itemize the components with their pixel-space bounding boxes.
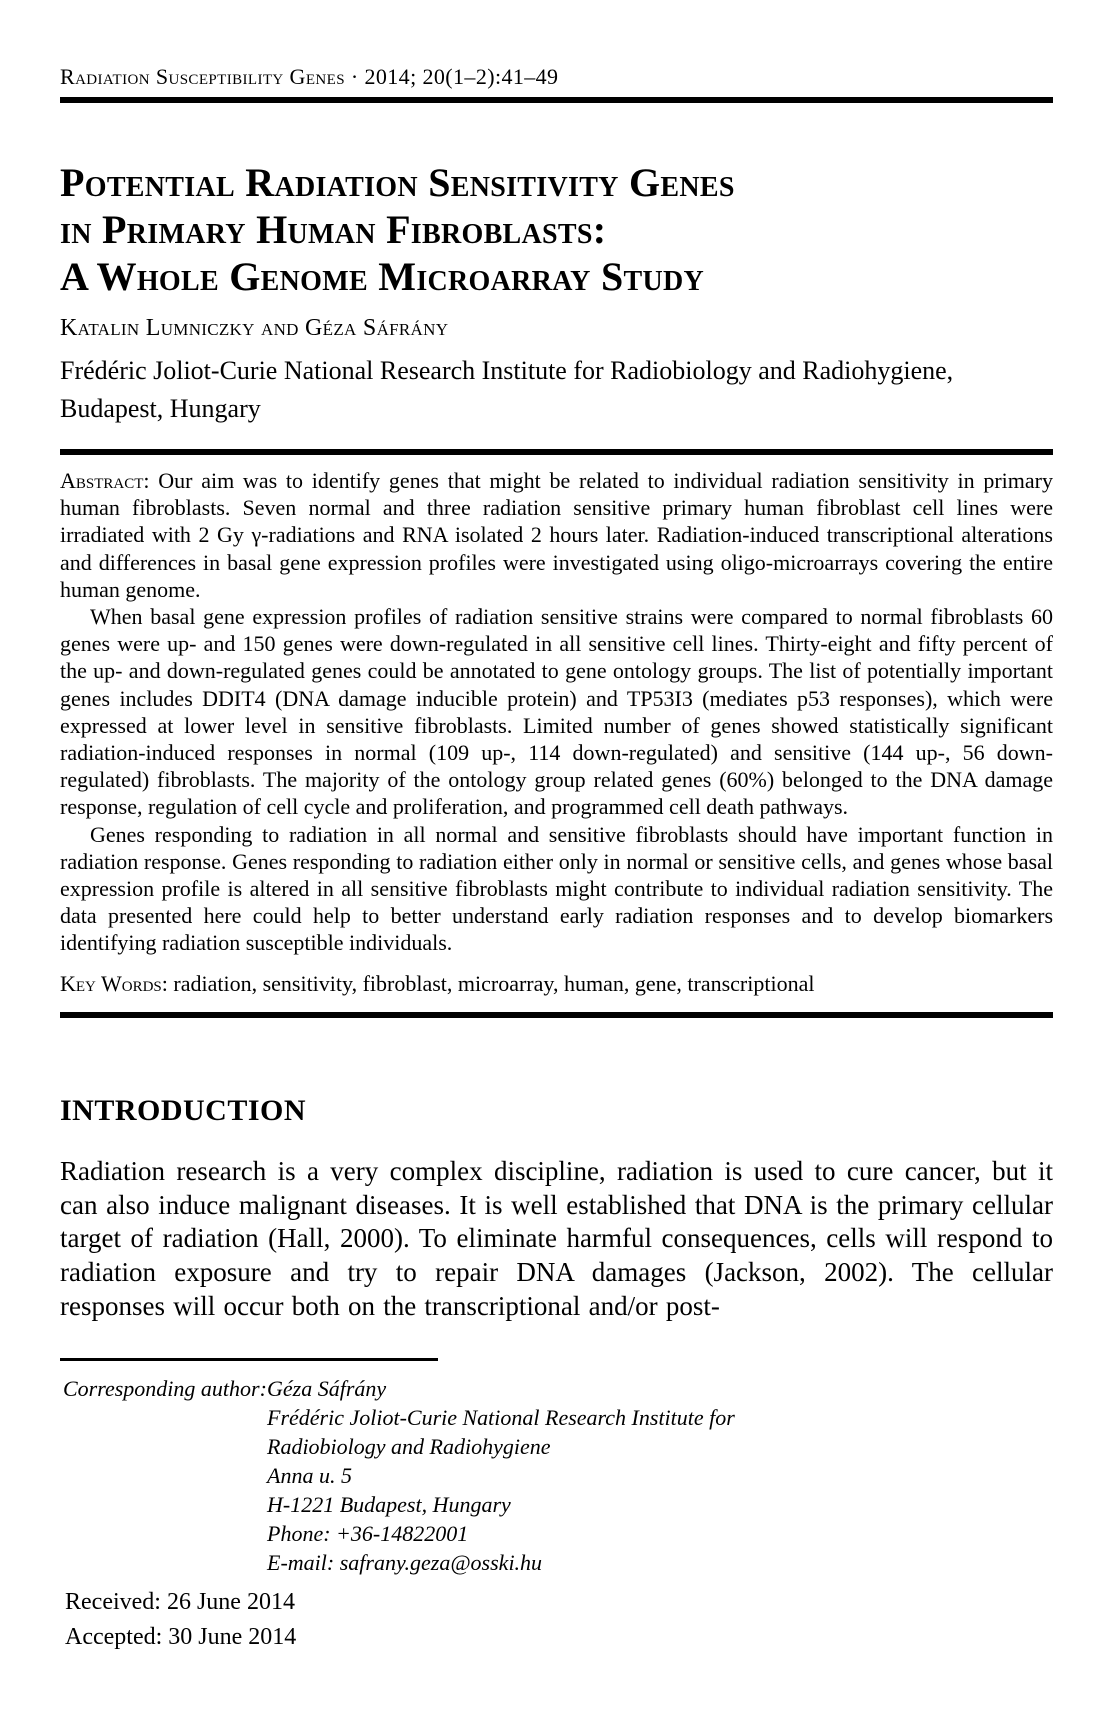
accepted-date: Accepted: 30 June 2014 <box>65 1623 297 1650</box>
authors: Katalin Lumniczky and Géza Sáfrány <box>60 315 449 341</box>
affiliation: Frédéric Joliot-Curie National Research Institute for Radiobiology and Radiohygiene, Budapest, Hungary <box>60 356 954 423</box>
corresponding-author-email: E-mail: safrany.geza@osski.hu <box>267 1549 543 1575</box>
abstract-top-rule <box>60 449 1053 455</box>
introduction-paragraph: Radiation research is a very complex discipline, radiation is used to cure cancer, but it can also induce malignant diseases. It is well established that DNA is the primary cellular target of radiation (Hall, 2000). To eliminate harmful consequences, cells will respond to radiation exposure and try to repair DNA damages (Jackson, 2002). The cellular responses will occur both on the transcriptional and/or post- <box>60 1155 1053 1322</box>
title-line-3: A Whole Genome Microarray Study <box>60 254 705 299</box>
corresponding-author-institute-2: Radiobiology and Radiohygiene <box>267 1433 551 1459</box>
abstract-text: Our aim was to identify genes that might be related to individual radiation sensitivity in primary human fibroblasts. Seven normal and three radiation sensitive primary human fibroblast cell lines were irradiated with 2 Gy γ-radiations and RNA isolated 2 hours later. Radiation-induced transcriptional alterations and differences in basal gene expression profiles were investigated using oligo-microarrays covering the entire human genome. <box>60 468 1053 602</box>
journal-name: Radiation Susceptibility Genes <box>60 64 345 89</box>
keywords-line <box>60 970 1053 997</box>
abstract-paragraph: When basal gene expression profiles of radiation sensitive strains were compared to normal fibroblasts 60 genes were up- and 150 genes were down-regulated in all sensitive cell lines. Thirty-eight and fifty percent of the up- and down-regulated genes could be annotated to gene ontology groups. The list of potentially important genes includes DDIT4 (DNA damage inducible protein) and TP53I3 (mediates p53 responses), which were expressed at lower level in sensitive fibroblasts. Limited number of genes showed statistically significant radiation-induced responses in normal (109 up-, 114 down-regulated) and sensitive (144 up-, 56 down-regulated) fibroblasts. The majority of the ontology group related genes (60%) belonged to the DNA damage response, regulation of cell cycle and proliferation, and programmed cell death pathways. <box>60 604 1053 820</box>
keywords-text: radiation, sensitivity, fibroblast, microarray, human, gene, transcriptional <box>167 970 815 996</box>
corresponding-author-institute: Frédéric Joliot-Curie National Research Institute for <box>267 1404 735 1430</box>
footnote-rule <box>60 1358 438 1361</box>
title-line-1: Potential Radiation Sensitivity Genes <box>60 160 735 205</box>
abstract-section <box>60 467 1053 997</box>
corresponding-author-label: Corresponding author: <box>63 1375 267 1401</box>
section-heading-introduction: INTRODUCTION <box>60 1093 307 1127</box>
corresponding-author-street: Anna u. 5 <box>267 1462 352 1488</box>
dates-block <box>60 1585 1053 1655</box>
corresponding-author-block <box>60 1374 1053 1577</box>
corresponding-author-phone: Phone: +36-14822001 <box>267 1520 469 1546</box>
abstract-bottom-rule <box>60 1012 1053 1018</box>
corresponding-author-name: Géza Sáfrány <box>267 1375 387 1401</box>
running-head <box>60 64 1053 90</box>
journal-citation: · 2014; 20(1–2):41–49 <box>344 64 559 89</box>
abstract-label: Abstract: <box>60 468 150 493</box>
header-rule <box>60 97 1053 103</box>
abstract-paragraph <box>60 467 1053 603</box>
abstract-paragraph: Genes responding to radiation in all normal and sensitive fibroblasts should have important function in radiation response. Genes responding to radiation either only in normal or sensitive cells, and genes whose basal expression profile is altered in all sensitive fibroblasts might contribute to individual radiation sensitivity. The data presented here could help to better understand early radiation responses and to develop biomarkers identifying radiation susceptible individuals. <box>60 821 1053 956</box>
corresponding-author-details <box>267 1374 735 1577</box>
title-line-2: in Primary Human Fibroblasts: <box>60 207 607 252</box>
footnote-block <box>60 1358 1053 1655</box>
keywords-label: Key Words: <box>60 970 168 996</box>
article-title <box>60 159 1053 300</box>
corresponding-author-city: H-1221 Budapest, Hungary <box>267 1491 511 1517</box>
received-date: Received: 26 June 2014 <box>65 1588 295 1615</box>
